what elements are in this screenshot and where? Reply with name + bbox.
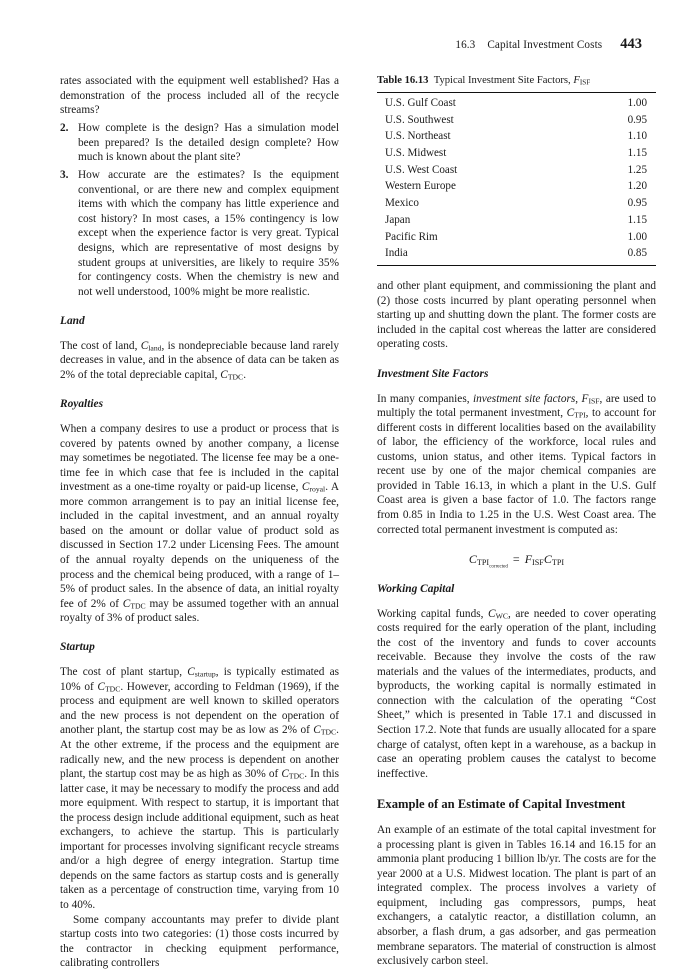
running-head-section-title: Capital Investment Costs [487, 39, 603, 51]
list-item-number: 3. [60, 169, 69, 182]
left-column [60, 74, 339, 971]
land-text-pre: The cost of land, [60, 339, 141, 352]
royalties-text-2: . A more common arrangement is to pay an initial license fee, included in the capital investment, and an annual royalty based on the amount or dollar value of product sold as discussed in Section 17.2 under Licensing Fees. The amount of the annual royalty depends on the uniqueness of the process and the chemical being produced, with a range of 1–5% of product sales. In the absence of data, an initial royalty fee of 2% of [60, 481, 339, 610]
symbol-c-startup: C [187, 666, 195, 679]
equation-lhs-subscript [476, 557, 508, 570]
list-item-text: How accurate are the estimates? Is the equipment conventional, or are there new and complex equipment items with which the company has little experience and cost history? In most cases, a 15% contingency is low except when the experience factor is very great. Typical designs, which are representative of most designs by student groups at universities, are likely to require 35% for contingency costs. When the chemistry is new and not well understood, 100% might be more realistic. [78, 169, 339, 298]
table-cell-region: Mexico [385, 197, 419, 210]
heading-working-capital: Working Capital [377, 582, 455, 595]
table-cell-value: 0.95 [627, 113, 647, 126]
symbol-c-royal: C [301, 481, 310, 494]
equation-rhs1-base: F [524, 552, 533, 567]
table-cell-region: U.S. Midwest [385, 147, 447, 160]
table-cell-region: Pacific Rim [385, 230, 438, 243]
table-cell-value: 1.10 [627, 130, 647, 143]
equation-rhs2-base: C [543, 552, 552, 567]
table-row [377, 212, 656, 229]
symbol-c-wc: C [488, 607, 496, 620]
symbol-f-isf: F [573, 75, 580, 86]
table-cell-region: U.S. Gulf Coast [385, 97, 456, 109]
table-cell-region: Western Europe [385, 180, 456, 193]
equation-lhs-sub-text: TPI [476, 557, 490, 567]
table-cell-value: 1.00 [627, 97, 647, 109]
paragraph-investment-site-factors [377, 392, 656, 537]
startup-text-a: The cost of plant startup, [60, 666, 188, 679]
symbol-c-startup-subscript: startup [194, 669, 216, 679]
wc-text-a: Working capital funds, [377, 607, 489, 620]
symbol-c-tdc: C [220, 368, 228, 381]
isf-text-c: , are used to multiply the total permanent investment, [377, 392, 656, 420]
list-item-text: How complete is the design? Has a simulation model been prepared? Is the detailed design complete? How much is known about the plant site? [78, 122, 339, 164]
paragraph-startup-2: Some company accountants may prefer to divide plant startup costs into two categories: (1) those costs incurred by the contractor in checking equipment performance, calibrating controllers [60, 913, 339, 970]
table-caption-label: Table 16.13 [377, 75, 429, 86]
table-row [377, 146, 656, 163]
list-item-number: 2. [60, 122, 69, 135]
table-16-13-block [377, 74, 656, 266]
heading-land: Land [60, 314, 85, 327]
symbol-c-wc-subscript: WC [495, 611, 508, 621]
table-cell-region: India [385, 247, 408, 260]
table-caption-text: Typical Investment Site Factors, [433, 75, 574, 86]
table-cell-value: 1.15 [627, 147, 647, 160]
wc-text-b: , are needed to cover operating costs required for the early operation of the plant, including the cost of the inventory and funds to cover accounts receivable. Because they involve the costs of the raw materials and the values of the intermediates, products, and byproducts, the working capital is normally estimated in connection with the calculation of the operating “Cost Sheet,” which is presented in Table 17.1 and discussed in Section 17.2. Note that funds are usually allocated for a spare charge of catalyst, often kept in a warehouse, as a backup in case an operating problem causes the catalyst to become ineffective. [377, 607, 657, 780]
heading-example-capital-investment: Example of an Estimate of Capital Investment [377, 797, 626, 812]
royalties-text-3: may be assumed together with an annual royalty of 3% of product sales. [60, 597, 339, 625]
right-column [377, 74, 656, 971]
equation-rhs1-subscript: ISF [532, 557, 544, 567]
table-cell-value: 1.15 [627, 213, 647, 226]
table-row [377, 179, 656, 196]
table-cell-value: 0.85 [627, 247, 647, 260]
running-head-section-number: 16.3 [455, 39, 476, 51]
startup-text-d: . At the other extreme, if the process and the equipment are radically new, and the new process is dependent on another plant, the startup cost may be as high as 30% of [60, 724, 339, 781]
royalties-text-1: When a company desires to use a product or process that is covered by patents owned by another company, a license may sometimes be negotiated. The license fee may be a one-time fee in which case that fee is included in the capital investment as a one-time royalty or paid-up license, [60, 423, 339, 494]
table-row [377, 112, 656, 129]
running-head [455, 36, 642, 53]
table-caption [377, 74, 656, 87]
table-row [377, 229, 656, 246]
symbol-c-tdc: C [281, 768, 289, 781]
table-cell-value: 0.95 [627, 197, 647, 210]
equation-rhs2-subscript: TPI [551, 557, 565, 567]
paragraph-startup-1 [60, 665, 339, 912]
paragraph-example-capital-investment: An example of an estimate of the total capital investment for a processing plant is given in Tables 16.14 and 16.15 for an ammonia plant producing 1 billion lb/yr. The costs are for the year 2000 at a U.S. Midwest location. The plant is part of an integrated complex. The process involves a variety of equipment, including gas compressors, pumps, heat exchangers, a catalytic reactor, a distillation column, an absorber, a flash drum, a gas adsorber, and gas permeation membrane separators. The material of construction is almost exclusively carbon steel. [377, 824, 656, 968]
table-row [377, 129, 656, 146]
table-cell-value: 1.20 [627, 180, 647, 193]
isf-text-d: , to account for different costs in different localities based on the availability of labor, the efficiency of the workforce, local rules and customs, union status, and other items. Typical factors in recent use by one of the major chemical companies are provided in Table 16.13, in which a plant in the U.S. Gulf Coast area is given a base factor of 1.0. The factors range from 0.85 in India to 1.25 in the U.S. West Coast area. The corrected total permanent investment is computed as: [377, 407, 656, 536]
isf-text-a: In many companies, [377, 392, 473, 405]
symbol-f-isf-subscript: ISF [579, 78, 591, 87]
startup-text-b: , is typically estimated as 10% of [60, 666, 340, 693]
table-cell-region: U.S. Southwest [385, 113, 454, 126]
two-column-layout [60, 74, 656, 971]
continued-paragraph: rates associated with the equipment well established? Has a demonstration of the process included all of the recycle streams? [60, 75, 339, 117]
isf-emphasis: investment site factors [472, 392, 576, 405]
symbol-f-isf-subscript: ISF [588, 396, 600, 406]
equation-operator: = [512, 552, 520, 567]
symbol-c-tdc-subscript: TDC [104, 684, 121, 694]
heading-investment-site-factors: Investment Site Factors [377, 367, 489, 380]
symbol-c-tpi-subscript: TPI [574, 410, 586, 420]
symbol-c-land: C [140, 339, 149, 352]
list-item [60, 168, 339, 299]
table-row [377, 196, 656, 213]
symbol-c-tdc: C [97, 680, 105, 693]
symbol-c-tdc: C [313, 724, 321, 737]
startup-text-e: . In this latter case, it may be necessary to modify the process and add more equipment. With respect to startup, it is important that the process design include additional equipment, such as heat exchangers, to achieve the startup. This is particularly important for processes involving significant recycle streams and/or a high degree of energy integration. Startup time depends on the same factors as startup costs and is generally taken as a percentage of construction time, varying from 10 to 40%. [60, 768, 339, 912]
symbol-f-isf: F [581, 392, 589, 405]
table-row [377, 162, 656, 179]
startup-text-c: . However, according to Feldman (1969), if the process and equipment are well known to skilled operators and the new process is not dependent on the operation of another plant, the startup cost may be as low as 2% of [60, 680, 339, 737]
equation-lhs-base: C [468, 552, 477, 567]
equation-lhs-subsub-text: corrected [489, 563, 508, 570]
symbol-c-tdc-subscript: TDC [227, 372, 244, 382]
table-cell-region: U.S. West Coast [385, 163, 458, 176]
paragraph-working-capital [377, 607, 656, 782]
symbol-c-tdc-subscript: TDC [130, 601, 146, 611]
table-cell-region: U.S. Northeast [385, 130, 451, 143]
paragraph-royalties [60, 422, 339, 626]
equation-corrected-tpi [377, 552, 656, 570]
symbol-c-land-subscript: land [148, 343, 162, 353]
table-cell-value: 1.00 [627, 230, 647, 243]
land-text-end: . [243, 368, 247, 381]
symbol-c-tpi: C [566, 407, 575, 420]
table-cell-value: 1.25 [627, 163, 647, 176]
list-item [60, 121, 339, 165]
symbol-c-royal-subscript: royal [309, 484, 326, 494]
paragraph-land [60, 339, 339, 383]
heading-startup: Startup [60, 641, 95, 654]
numbered-question-list [60, 121, 339, 299]
continued-paragraph: and other plant equipment, and commissioning the plant and (2) those costs incurred by plant operating personnel when starting up and shutting down the plant. The former costs are included in the capital cost whereas the latter are considered operating costs. [377, 280, 656, 351]
table-cell-region: Japan [385, 213, 411, 226]
isf-text-b: , [575, 392, 582, 405]
page-number: 443 [620, 36, 642, 52]
site-factors-table-body [377, 92, 656, 266]
table-row [377, 246, 656, 266]
land-text-mid: , is nondepreciable because land rarely decreases in value, and in the absence of data can be taken as 2% of the total depreciable capital, [60, 339, 339, 381]
symbol-c-tdc-subscript: TDC [288, 771, 305, 781]
heading-royalties: Royalties [60, 398, 104, 411]
table-row [377, 92, 656, 112]
symbol-c-tdc: C [122, 597, 131, 610]
site-factors-table [377, 92, 656, 267]
symbol-c-tdc-subscript: TDC [320, 728, 337, 738]
